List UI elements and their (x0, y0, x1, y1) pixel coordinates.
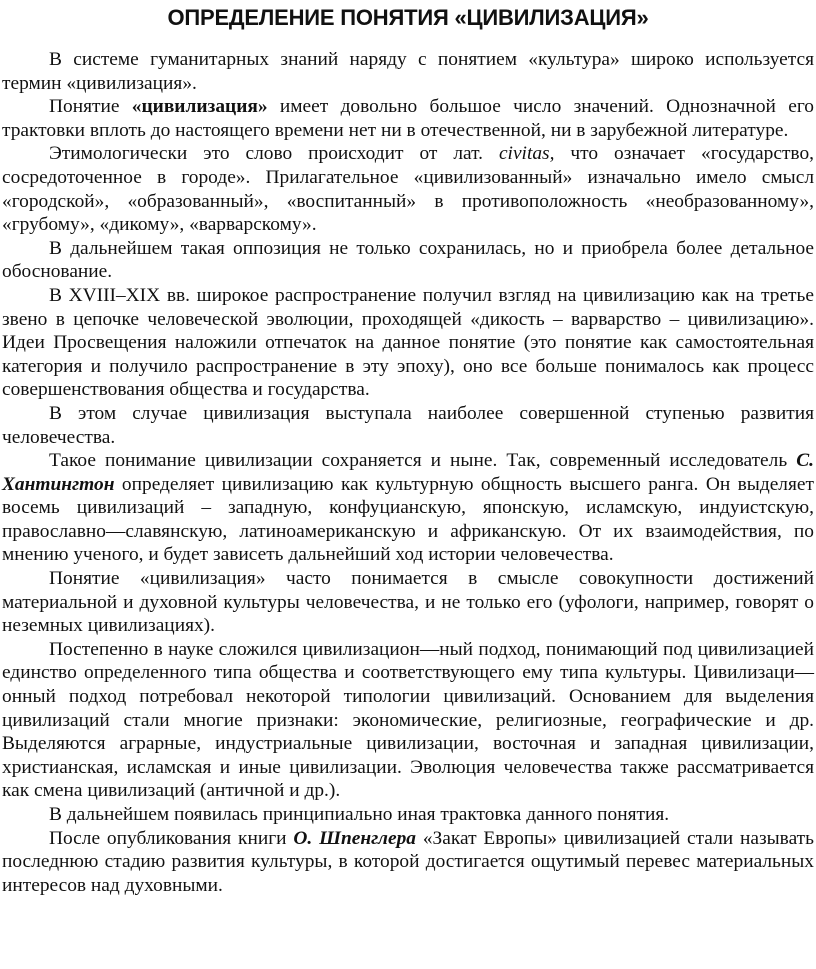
paragraph-6: В этом случае цивилизация выступала наиболее совершенной ступенью развития человечества. (2, 402, 814, 448)
paragraph-11-start: После опубликования книги (49, 827, 294, 849)
paragraph-11-rest: «Закат Европы» цивилизацией стали называть последнюю стадию развития культуры, в которой достигается ощутимый перевес материальных интересов над духовными. (2, 827, 814, 896)
paragraph-1: В системе гуманитарных знаний наряду с понятием «культура» широко используется термин «цивилизация». (2, 49, 814, 94)
page-title: ОПРЕДЕЛЕНИЕ ПОНЯТИЯ «ЦИВИЛИЗАЦИЯ» (167, 5, 649, 30)
term-civilization-bold: «цивилизация» (131, 96, 268, 118)
paragraph-8: Понятие «цивилизация» часто понимается в смысле совокупности достижений материальной и духовной культуры человечества, и не только его (уфологи, например, говорят о неземных цивилизациях). (2, 568, 814, 637)
paragraph-10: В дальнейшем появилась принципиально иная трактовка данного понятия. (49, 804, 670, 825)
author-huntington: С. Хантингтон (2, 450, 814, 495)
paragraph-7-rest: определяет цивилизацию как культурную общность высшего ранга. Он выделяет восемь цивилизаций – западную, конфуцианскую, японскую, исламскую, индуистскую, православно—славянскую, латиноамериканскую и африканскую. От их взаимодействия, по мнению ученого, и будет зависеть дальнейший ход истории человечества. (2, 473, 814, 566)
paragraph-7 (2, 449, 814, 567)
paragraph-3-rest: что означает «государство, сосредоточенное в городе». Прилагательное «цивилизованный» изначально имело смысл «городской», «образованный», «воспитанный» в противоположность «необразованному», «грубому», «дикому», «варварскому». (2, 143, 814, 236)
paragraph-2-rest: имеет довольно большое число значений. Однозначной его трактовки вплоть до настоящего времени нет ни в отечественной, ни в зарубежной литературе. (2, 96, 814, 141)
paragraph-7-start: Такое понимание цивилизации сохраняется и ныне. Так, современный исследователь (49, 450, 788, 472)
paragraph-3 (2, 142, 814, 236)
paragraph-9: Постепенно в науке сложился цивилизацион—ный подход, понимающий под цивилизацией единство определенного типа общества и соответствующего ему типа культуры. Цивилизаци—онный подход потребовал некоторой типологии цивилизаций. Основанием для выделения цивилизаций стали многие признаки: экономические, религиозные, географические и др. Выделяются аграрные, индустриальные цивилизации, восточная и западная цивилизации, христианская, исламская и иные цивилизации. Эволюция человечества также рассматривается как смена цивилизаций (античной и др.). (2, 638, 814, 802)
paragraph-11 (2, 827, 814, 898)
paragraph-4: В дальнейшем такая оппозиция не только сохранилась, но и приобрела более детальное обоснование. (2, 237, 814, 283)
paragraph-3-start: Этимологически это слово происходит от лат. (49, 143, 499, 165)
author-spengler: О. Шпенглера (293, 827, 416, 849)
paragraph-2 (2, 95, 814, 142)
latin-term-civitas: civitas, (498, 143, 555, 165)
paragraph-2-start: Понятие (49, 96, 132, 118)
paragraph-5: В XVIII–XIX вв. широкое распространение получил взгляд на цивилизацию как на третье звено в цепочке человеческой эволюции, проходящей «дикость – варварство – цивилизацию». Идеи Просвещения наложили отпечаток на данное понятие (это понятие как самостоятельная категория и получило распространение в эту эпоху), оно все больше понималось как процесс совершенствования общества и государства. (2, 284, 814, 401)
